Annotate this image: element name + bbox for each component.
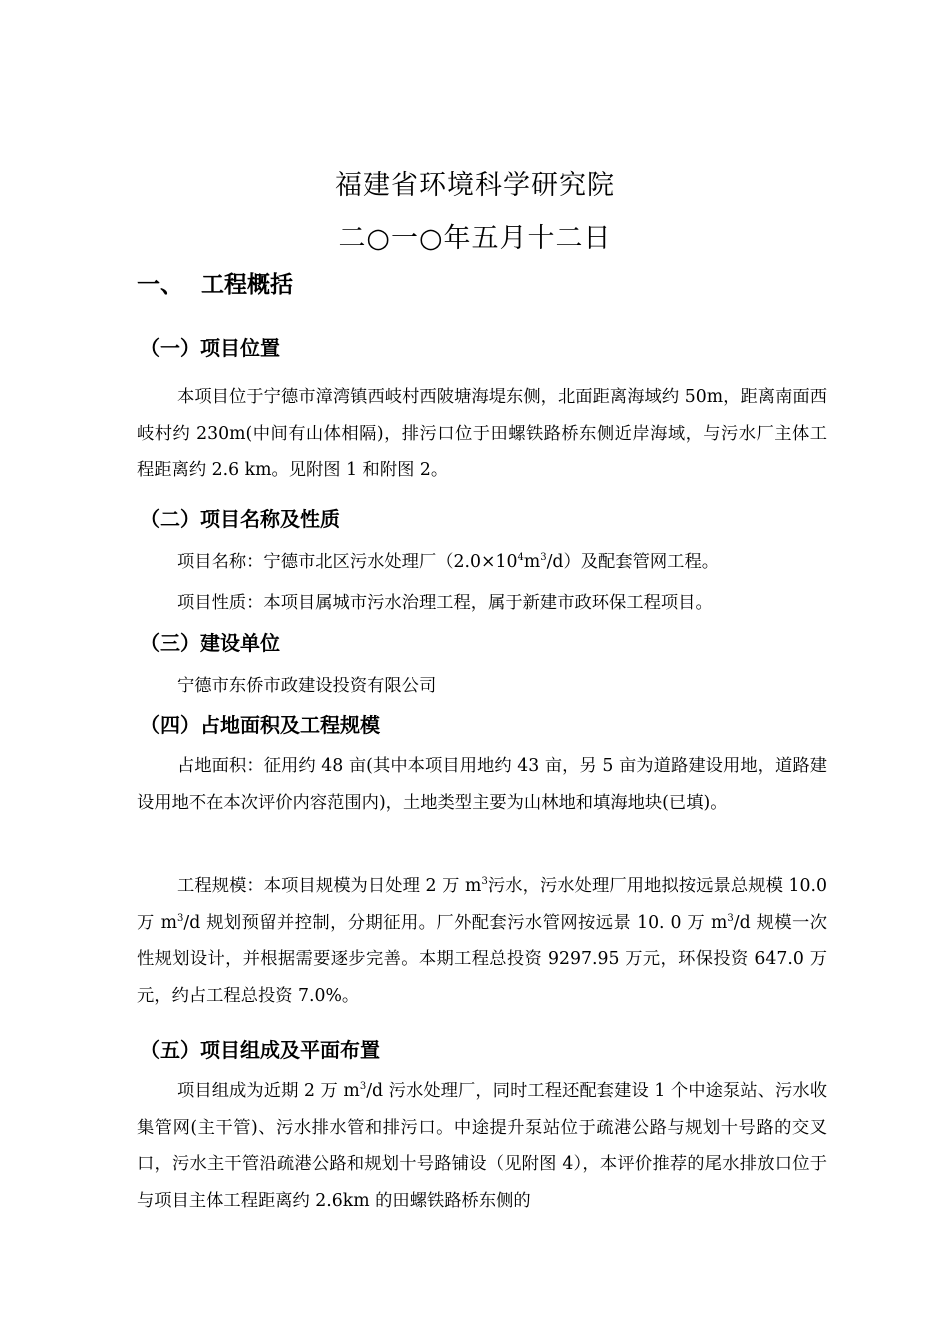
paragraph-project-scale: 工程规模：本项目规模为日处理 2 万 $m^3$污水，污水处理厂用地拟按远景总规模 10.0 万 $m^3/d$ 规划预留并控制，分期征用。厂外配套污水管网按远景 10. 0 万 $m^3/d$ 规模一次性规划设计，并根据需要逐步完善。本期工程总投资 9297.95 万元，环保投资 647.0 万元，约占工程总投资 7.0%。 [137, 876, 827, 1006]
section-heading [137, 266, 293, 299]
paragraph-location: 本项目位于宁德市漳湾镇西岐村西陂塘海堤东侧，北面距离海域约 50m，距离南面西岐村约 230m(中间有山体相隔)，排污口位于田螺铁路桥东侧近岸海域，与污水厂主体工程距离约 2.6 km。见附图 1 和附图 2。 [137, 387, 827, 481]
subsection-title-area-scale: （四）占地面积及工程规模 [140, 713, 380, 737]
subsection-title-builder: （三）建设单位 [140, 631, 280, 655]
section-number: 一、 [137, 272, 183, 298]
paragraph-project-nature: 项目性质：本项目属城市污水治理工程，属于新建市政环保工程项目。 [177, 593, 713, 613]
organization-name: 福建省环境科学研究院 [335, 170, 615, 201]
paragraph-builder: 宁德市东侨市政建设投资有限公司 [177, 676, 437, 696]
paragraph-land-area: 占地面积：征用约 48 亩(其中本项目用地约 43 亩，另 5 亩为道路建设用地，道路建设用地不在本次评价内容范围内)，土地类型主要为山林地和填海地块(已填)。 [137, 756, 827, 813]
paragraph-composition: 项目组成为近期 2 万 $m^3/d$ 污水处理厂，同时工程还配套建设 1 个中途泵站、污水收集管网(主干管)、污水排水管和排污口。中途提升泵站位于疏港公路与规划十号路的交叉口，污水主干管沿疏港公路和规划十号路铺设（见附图 4），本评价推荐的尾水排放口位于与项目主体工程距离约 2.6km 的田螺铁路桥东侧的 [137, 1081, 827, 1211]
subsection-title-name-nature: （二）项目名称及性质 [140, 507, 340, 531]
section-title: 工程概括 [201, 272, 293, 298]
document-date: 二○一○年五月十二日 [338, 223, 612, 254]
subsection-title-location: （一）项目位置 [140, 336, 280, 360]
subsection-title-composition-layout: （五）项目组成及平面布置 [140, 1038, 380, 1062]
paragraph-project-name: 项目名称：宁德市北区污水处理厂$(2.0\times 10^4m^3/d)$及配套管网工程。 [177, 552, 720, 572]
